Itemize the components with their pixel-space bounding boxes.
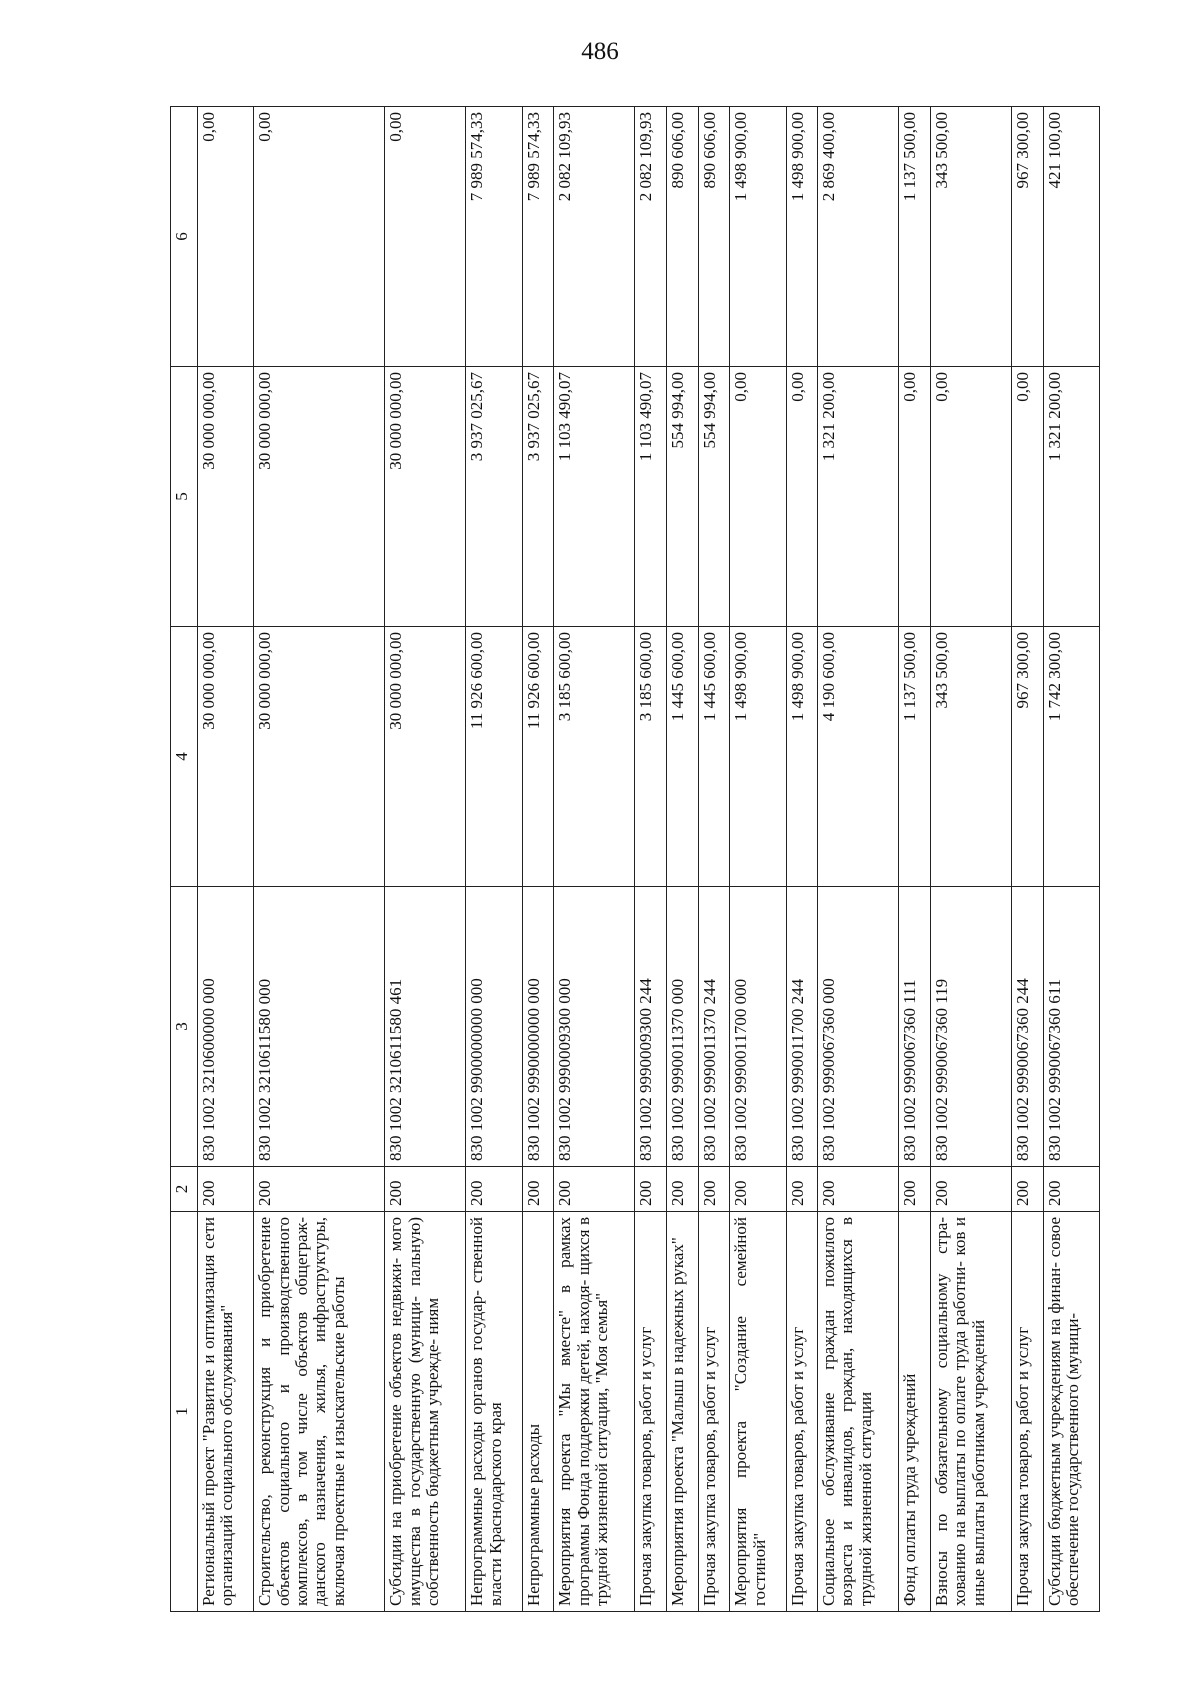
budget-table (170, 106, 1100, 1612)
row-amount-col6: 1 498 900,00 (786, 107, 818, 367)
table-row (522, 107, 554, 1612)
table-row (198, 107, 254, 1612)
row-classification-code: 830 1002 9990011700 000 (730, 887, 786, 1167)
row-code: 200 (818, 1167, 899, 1212)
row-amount-col4: 1 137 500,00 (899, 627, 931, 887)
row-description: Взносы по обязательному социальному стра- хованию на выплаты по оплате труда работни- ков и иные выплаты работникам учреждений (930, 1212, 1011, 1612)
row-description: Субсидии бюджетным учреждениям на финан- совое обеспечение государственного (муници- (1043, 1212, 1099, 1612)
row-code: 200 (635, 1167, 667, 1212)
table-row (930, 107, 1011, 1612)
table-row (1011, 107, 1043, 1612)
row-amount-col4: 4 190 600,00 (818, 627, 899, 887)
table-row (730, 107, 786, 1612)
table-body (198, 107, 1100, 1612)
row-amount-col5: 0,00 (930, 367, 1011, 627)
row-amount-col5: 30 000 000,00 (385, 367, 466, 627)
row-code: 200 (198, 1167, 254, 1212)
row-amount-col6: 7 989 574,33 (466, 107, 522, 367)
column-header-6: 6 (171, 107, 198, 367)
row-code: 200 (385, 1167, 466, 1212)
table-header-row (171, 107, 198, 1612)
row-amount-col5: 3 937 025,67 (466, 367, 522, 627)
row-amount-col5: 1 321 200,00 (818, 367, 899, 627)
row-amount-col4: 1 742 300,00 (1043, 627, 1099, 887)
row-code: 200 (522, 1167, 554, 1212)
row-amount-col5: 0,00 (786, 367, 818, 627)
row-code: 200 (730, 1167, 786, 1212)
row-amount-col6: 890 606,00 (698, 107, 730, 367)
table-row (385, 107, 466, 1612)
table-row (899, 107, 931, 1612)
row-classification-code: 830 1002 9900000000 000 (466, 887, 522, 1167)
row-amount-col5: 0,00 (1011, 367, 1043, 627)
row-description: Строительство, реконструкция и приобретение объектов социального и производственного комплексов, в том числе объектов общеграж- данского назначения, жилья, инфраструктуры, включая проектные и изыскательские работы (254, 1212, 385, 1612)
row-amount-col6: 421 100,00 (1043, 107, 1099, 367)
row-amount-col5: 30 000 000,00 (254, 367, 385, 627)
row-amount-col4: 3 185 600,00 (554, 627, 635, 887)
row-amount-col4: 3 185 600,00 (635, 627, 667, 887)
row-classification-code: 830 1002 9990067360 119 (930, 887, 1011, 1167)
row-description: Социальное обслуживание граждан пожилого возраста и инвалидов, граждан, находящихся в трудной жизненной ситуации (818, 1212, 899, 1612)
row-amount-col5: 0,00 (730, 367, 786, 627)
row-amount-col5: 1 321 200,00 (1043, 367, 1099, 627)
row-description: Субсидии на приобретение объектов недвижи- мого имущества в государственную (муници- пальную) собственность бюджетным учрежде- ниям (385, 1212, 466, 1612)
row-amount-col6: 2 082 109,93 (635, 107, 667, 367)
row-code: 200 (554, 1167, 635, 1212)
row-amount-col6: 967 300,00 (1011, 107, 1043, 367)
row-amount-col5: 0,00 (899, 367, 931, 627)
table-row (1043, 107, 1099, 1612)
table-row (466, 107, 522, 1612)
row-description: Региональный проект "Развитие и оптимизация сети организаций социального обслуживания" (198, 1212, 254, 1612)
row-amount-col6: 0,00 (254, 107, 385, 367)
row-classification-code: 830 1002 9990011370 000 (667, 887, 699, 1167)
table-row (698, 107, 730, 1612)
row-amount-col4: 343 500,00 (930, 627, 1011, 887)
row-description: Непрограммные расходы (522, 1212, 554, 1612)
table-row (786, 107, 818, 1612)
column-header-2: 2 (171, 1167, 198, 1212)
row-classification-code: 830 1002 9990011700 244 (786, 887, 818, 1167)
row-description: Непрограммные расходы органов государ- ственной власти Краснодарского края (466, 1212, 522, 1612)
row-amount-col5: 30 000 000,00 (198, 367, 254, 627)
row-classification-code: 830 1002 9990011370 244 (698, 887, 730, 1167)
rotated-table-container (170, 107, 1100, 1612)
row-amount-col4: 11 926 600,00 (522, 627, 554, 887)
row-amount-col6: 890 606,00 (667, 107, 699, 367)
row-classification-code: 830 1002 9990009300 244 (635, 887, 667, 1167)
row-code: 200 (930, 1167, 1011, 1212)
table-row (635, 107, 667, 1612)
row-classification-code: 830 1002 3210611580 461 (385, 887, 466, 1167)
row-description: Прочая закупка товаров, работ и услуг (635, 1212, 667, 1612)
column-header-3: 3 (171, 887, 198, 1167)
table-row (254, 107, 385, 1612)
row-amount-col4: 1 445 600,00 (667, 627, 699, 887)
row-amount-col6: 2 082 109,93 (554, 107, 635, 367)
row-amount-col4: 1 498 900,00 (786, 627, 818, 887)
table-row (818, 107, 899, 1612)
row-amount-col4: 11 926 600,00 (466, 627, 522, 887)
row-classification-code: 830 1002 3210600000 000 (198, 887, 254, 1167)
row-amount-col4: 30 000 000,00 (198, 627, 254, 887)
row-amount-col4: 30 000 000,00 (254, 627, 385, 887)
row-amount-col6: 0,00 (385, 107, 466, 367)
table-row (667, 107, 699, 1612)
row-description: Фонд оплаты труда учреждений (899, 1212, 931, 1612)
row-code: 200 (1043, 1167, 1099, 1212)
row-code: 200 (698, 1167, 730, 1212)
row-amount-col4: 1 445 600,00 (698, 627, 730, 887)
column-header-4: 4 (171, 627, 198, 887)
row-description: Мероприятия проекта "Мы вместе" в рамках программы Фонда поддержки детей, находя- щихся в трудной жизненной ситуации, "Моя семья" (554, 1212, 635, 1612)
rotated-page-area (170, 107, 1100, 1612)
column-header-1: 1 (171, 1212, 198, 1612)
row-amount-col5: 1 103 490,07 (554, 367, 635, 627)
row-description: Прочая закупка товаров, работ и услуг (698, 1212, 730, 1612)
row-code: 200 (786, 1167, 818, 1212)
row-description: Прочая закупка товаров, работ и услуг (1011, 1212, 1043, 1612)
table-row (554, 107, 635, 1612)
page-number: 486 (581, 38, 619, 65)
row-classification-code: 830 1002 9990067360 000 (818, 887, 899, 1167)
row-amount-col4: 30 000 000,00 (385, 627, 466, 887)
row-code: 200 (1011, 1167, 1043, 1212)
row-code: 200 (899, 1167, 931, 1212)
row-classification-code: 830 1002 9990000000 000 (522, 887, 554, 1167)
row-code: 200 (667, 1167, 699, 1212)
row-amount-col6: 343 500,00 (930, 107, 1011, 367)
row-classification-code: 830 1002 9990009300 000 (554, 887, 635, 1167)
row-classification-code: 830 1002 9990067360 611 (1043, 887, 1099, 1167)
row-description: Мероприятия проекта "Создание семейной гостиной" (730, 1212, 786, 1612)
row-classification-code: 830 1002 9990067360 244 (1011, 887, 1043, 1167)
column-header-5: 5 (171, 367, 198, 627)
row-amount-col5: 1 103 490,07 (635, 367, 667, 627)
row-amount-col6: 2 869 400,00 (818, 107, 899, 367)
row-amount-col6: 1 137 500,00 (899, 107, 931, 367)
row-classification-code: 830 1002 3210611580 000 (254, 887, 385, 1167)
row-description: Прочая закупка товаров, работ и услуг (786, 1212, 818, 1612)
row-amount-col5: 3 937 025,67 (522, 367, 554, 627)
row-amount-col6: 7 989 574,33 (522, 107, 554, 367)
row-amount-col5: 554 994,00 (698, 367, 730, 627)
row-code: 200 (254, 1167, 385, 1212)
row-description: Мероприятия проекта "Малыш в надежных руках" (667, 1212, 699, 1612)
row-amount-col6: 0,00 (198, 107, 254, 367)
row-amount-col5: 554 994,00 (667, 367, 699, 627)
row-amount-col4: 1 498 900,00 (730, 627, 786, 887)
row-amount-col4: 967 300,00 (1011, 627, 1043, 887)
row-amount-col6: 1 498 900,00 (730, 107, 786, 367)
row-code: 200 (466, 1167, 522, 1212)
row-classification-code: 830 1002 9990067360 111 (899, 887, 931, 1167)
